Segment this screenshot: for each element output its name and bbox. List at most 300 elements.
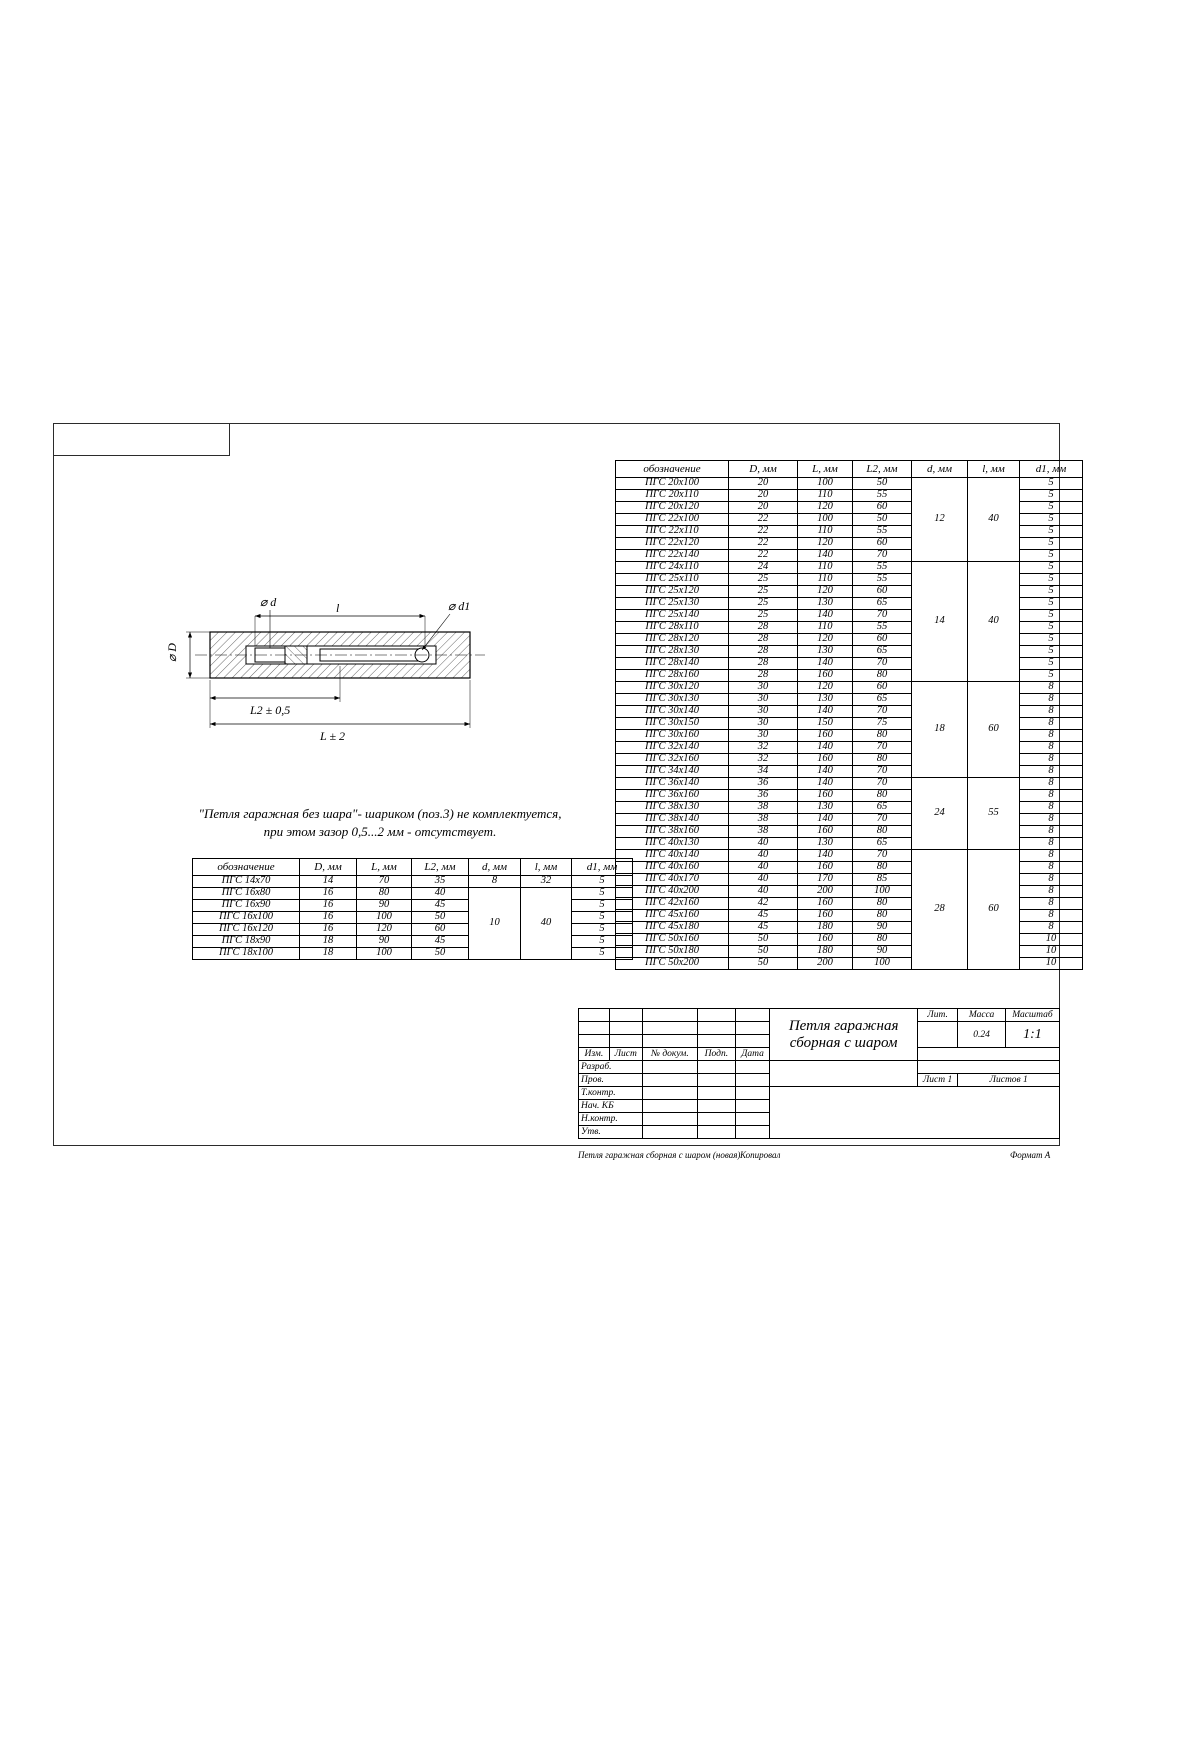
table-cell: 40 [729,862,798,874]
footer-copied-label: Копировал [740,1150,781,1160]
table-cell: ПГС 45х160 [616,910,729,922]
tb-col-docnum: № докум. [642,1048,697,1061]
tb-blank [735,1061,770,1074]
table-row [616,682,1083,694]
tb-blank [579,1035,610,1048]
table-cell: 70 [853,658,912,670]
table-cell: 8 [1020,778,1083,790]
table-cell: 110 [798,574,853,586]
table-cell: 160 [798,826,853,838]
table-cell: 140 [798,658,853,670]
table-cell: 14 [912,562,968,682]
table-cell: 8 [1020,682,1083,694]
table-cell: ПГС 16х120 [193,924,300,936]
tb-blank [609,1022,642,1035]
table-cell: 90 [853,922,912,934]
table-cell: 10 [469,888,521,960]
table-cell: 110 [798,622,853,634]
table-cell: 60 [412,924,469,936]
table-cell: 45 [412,900,469,912]
big-spec-table [615,460,1083,970]
table-cell: 20 [729,478,798,490]
table-cell: 60 [853,538,912,550]
table-cell: 80 [853,670,912,682]
tb-col-izm: Изм. [579,1048,610,1061]
table-cell: 65 [853,838,912,850]
table-cell: ПГС 25х130 [616,598,729,610]
dim-label-l: l [336,601,340,615]
table-row [616,778,1083,790]
table-cell: 45 [412,936,469,948]
table-cell: 65 [853,802,912,814]
table-cell: 160 [798,862,853,874]
table-cell: 8 [1020,922,1083,934]
table-cell: 45 [729,922,798,934]
column-header-5: l, мм [521,859,572,876]
table-cell: 10 [1020,934,1083,946]
table-cell: 8 [1020,826,1083,838]
tb-blank [917,1061,1059,1074]
tb-main-title [770,1009,917,1061]
table-cell: 120 [357,924,412,936]
table-cell: 80 [853,730,912,742]
table-cell: 8 [1020,874,1083,886]
table-cell: ПГС 25х140 [616,610,729,622]
table-cell: ПГС 50х160 [616,934,729,946]
table-cell: ПГС 25х120 [616,586,729,598]
table-cell: 50 [412,912,469,924]
table-cell: 20 [729,502,798,514]
table-cell: ПГС 22х140 [616,550,729,562]
dim-label-d: ⌀ d [260,595,277,609]
table-cell: 150 [798,718,853,730]
tb-blank [642,1009,697,1022]
table-cell: 5 [1020,526,1083,538]
table-cell: ПГС 18х90 [193,936,300,948]
table-cell: 16 [300,900,357,912]
tb-blank [609,1009,642,1022]
table-cell: 28 [729,658,798,670]
table-cell: 80 [853,754,912,766]
table-cell: 16 [300,912,357,924]
table-cell: 38 [729,814,798,826]
table-cell: 40 [412,888,469,900]
tb-blank [697,1035,735,1048]
tb-sheet: Лист 1 [917,1074,958,1087]
table-cell: 8 [1020,862,1083,874]
dim-label-d1: ⌀ d1 [448,599,471,613]
tb-scale-value: 1:1 [1005,1022,1059,1048]
table-cell: 40 [968,562,1020,682]
table-cell: 50 [729,946,798,958]
table-cell: 65 [853,646,912,658]
table-cell: 80 [357,888,412,900]
table-header-row [193,859,633,876]
table-cell: 55 [853,622,912,634]
column-header-0: обозначение [616,461,729,478]
table-cell: 32 [729,742,798,754]
table-cell: ПГС 28х140 [616,658,729,670]
table-cell: 110 [798,526,853,538]
table-cell: ПГС 20х100 [616,478,729,490]
dim-label-D: ⌀ D [165,643,179,662]
table-cell: ПГС 18х100 [193,948,300,960]
table-cell: ПГС 25х110 [616,574,729,586]
top-left-stamp-box [53,423,230,456]
tb-lit-label: Лит. [917,1009,958,1022]
tb-blank [697,1113,735,1126]
tb-blank [735,1126,770,1139]
hinge-svg [160,580,520,780]
tb-blank [697,1022,735,1035]
table-cell: 140 [798,550,853,562]
table-cell: 180 [798,946,853,958]
table-cell: 30 [729,706,798,718]
table-cell: ПГС 36х160 [616,790,729,802]
table-cell: 5 [1020,550,1083,562]
table-cell: 28 [729,634,798,646]
tb-blank [642,1022,697,1035]
table-cell: 70 [357,876,412,888]
table-cell: 30 [729,682,798,694]
table-cell: 22 [729,550,798,562]
table-cell: 12 [912,478,968,562]
table-cell: ПГС 36х140 [616,778,729,790]
tb-mass-value: 0.24 [958,1022,1005,1048]
table-cell: ПГС 30х160 [616,730,729,742]
table-cell: ПГС 40х130 [616,838,729,850]
table-cell: 18 [300,936,357,948]
table-cell: ПГС 28х160 [616,670,729,682]
table-cell: ПГС 14х70 [193,876,300,888]
column-header-1: D, мм [300,859,357,876]
title-line-1: Петля гаражная [788,1017,899,1034]
table-cell: ПГС 40х170 [616,874,729,886]
table-cell: 55 [853,526,912,538]
table-cell: 8 [1020,802,1083,814]
column-header-0: обозначение [193,859,300,876]
table-cell: ПГС 38х140 [616,814,729,826]
table-cell: 60 [853,502,912,514]
table-cell: 5 [1020,574,1083,586]
note-line-1: "Петля гаражная без шара"- шариком (поз.3) не комплектуется, [198,806,562,821]
tb-role-nkontr: Н.контр. [579,1113,643,1126]
table-cell: 80 [853,910,912,922]
table-cell: 22 [729,538,798,550]
table-cell: 38 [729,826,798,838]
table-cell: ПГС 38х160 [616,826,729,838]
table-cell: 40 [729,886,798,898]
table-cell: 140 [798,778,853,790]
table-cell: 30 [729,694,798,706]
tb-col-list: Лист [609,1048,642,1061]
table-row [616,478,1083,490]
tb-role-nachkb: Нач. КБ [579,1100,643,1113]
table-cell: 5 [1020,598,1083,610]
table-cell: 100 [357,948,412,960]
table-cell: 120 [798,634,853,646]
table-cell: 50 [412,948,469,960]
title-block-table [578,1008,1060,1139]
table-cell: 40 [729,838,798,850]
table-cell: 50 [853,478,912,490]
table-cell: 60 [853,682,912,694]
table-cell: 8 [1020,718,1083,730]
tb-blank [609,1035,642,1048]
table-cell: 16 [300,924,357,936]
column-header-3: L2, мм [412,859,469,876]
table-cell: 200 [798,886,853,898]
tb-blank [697,1009,735,1022]
table-cell: 140 [798,610,853,622]
table-cell: 30 [729,730,798,742]
table-cell: 55 [968,778,1020,850]
table-cell: 70 [853,850,912,862]
tb-title-spacer [770,1061,917,1087]
table-cell: 80 [853,790,912,802]
table-cell: 60 [968,850,1020,970]
column-header-1: D, мм [729,461,798,478]
table-cell: 32 [729,754,798,766]
table-cell: 70 [853,766,912,778]
table-cell: 120 [798,682,853,694]
table-cell: 5 [572,924,633,936]
table-cell: 5 [1020,562,1083,574]
table-cell: 60 [968,682,1020,778]
table-cell: 55 [853,574,912,586]
table-cell: 100 [798,514,853,526]
table-cell: 38 [729,802,798,814]
table-cell: 45 [729,910,798,922]
table-cell: 8 [1020,850,1083,862]
tb-blank [642,1074,697,1087]
dim-label-L2: L2 ± 0,5 [250,703,291,717]
table-cell: 40 [521,888,572,960]
table-cell: 5 [1020,646,1083,658]
table-cell: 100 [853,958,912,970]
table-cell: 70 [853,742,912,754]
table-cell: 36 [729,778,798,790]
tb-blank [697,1126,735,1139]
table-cell: 8 [1020,898,1083,910]
small-spec-table [192,858,633,960]
table-cell: 140 [798,814,853,826]
table-cell: 5 [1020,670,1083,682]
table-cell: ПГС 40х140 [616,850,729,862]
note-text [170,805,590,840]
table-cell: 8 [1020,838,1083,850]
table-cell: 28 [729,670,798,682]
table-cell: 5 [1020,538,1083,550]
table-cell: ПГС 24х110 [616,562,729,574]
table-cell: 120 [798,502,853,514]
table-cell: 180 [798,922,853,934]
table-cell: 70 [853,610,912,622]
table-cell: 160 [798,934,853,946]
table-cell: ПГС 22х110 [616,526,729,538]
table-cell: 25 [729,574,798,586]
table-cell: 8 [1020,766,1083,778]
table-cell: 70 [853,550,912,562]
note-line-2: при этом зазор 0,5...2 мм - отсутствует. [263,823,497,839]
table-cell: 25 [729,586,798,598]
table-cell: ПГС 40х200 [616,886,729,898]
table-cell: 85 [853,874,912,886]
table-cell: 60 [853,586,912,598]
table-cell: 200 [798,958,853,970]
table-row [616,562,1083,574]
table-cell: 5 [572,900,633,912]
title-block [578,1008,1060,1148]
table-cell: 5 [1020,490,1083,502]
tb-role-razrab: Разраб. [579,1061,643,1074]
table-cell: 8 [1020,706,1083,718]
table-cell: 8 [1020,790,1083,802]
table-cell: ПГС 28х130 [616,646,729,658]
tb-blank [642,1113,697,1126]
tb-role-tkontr: Т.контр. [579,1087,643,1100]
table-cell: 65 [853,694,912,706]
table-cell: ПГС 50х180 [616,946,729,958]
tb-blank [697,1061,735,1074]
tb-blank [697,1100,735,1113]
table-cell: 50 [853,514,912,526]
tb-lit-value [917,1022,958,1048]
tb-blank [770,1087,1060,1139]
table-cell: 110 [798,490,853,502]
table-cell: 5 [1020,610,1083,622]
table-cell: 8 [1020,910,1083,922]
tb-role-utv: Утв. [579,1126,643,1139]
table-cell: 28 [729,622,798,634]
table-cell: 55 [853,490,912,502]
table-cell: 65 [853,598,912,610]
table-cell: 130 [798,694,853,706]
column-header-5: l, мм [968,461,1020,478]
table-row [193,888,633,900]
column-header-6: d1, мм [572,859,633,876]
table-cell: 40 [729,874,798,886]
table-cell: 55 [853,562,912,574]
table-cell: 8 [1020,730,1083,742]
tb-blank [642,1100,697,1113]
table-cell: 70 [853,814,912,826]
table-cell: ПГС 30х120 [616,682,729,694]
table-cell: ПГС 45х180 [616,922,729,934]
table-cell: 40 [968,478,1020,562]
table-cell: 25 [729,610,798,622]
table-cell: ПГС 22х120 [616,538,729,550]
table-cell: 8 [469,876,521,888]
table-cell: 5 [572,888,633,900]
table-cell: 140 [798,742,853,754]
table-cell: 22 [729,526,798,538]
table-cell: 130 [798,802,853,814]
tb-blank [735,1022,770,1035]
tb-mass-label: Масса [958,1009,1005,1022]
table-cell: 28 [729,646,798,658]
table-cell: 100 [853,886,912,898]
table-cell: ПГС 30х130 [616,694,729,706]
table-cell: 5 [572,912,633,924]
table-cell: ПГС 50х200 [616,958,729,970]
table-cell: 70 [853,778,912,790]
table-cell: 160 [798,790,853,802]
table-cell: 5 [1020,478,1083,490]
table-cell: 24 [729,562,798,574]
table-cell: ПГС 40х160 [616,862,729,874]
table-cell: 16 [300,888,357,900]
table-row [193,876,633,888]
table-cell: 20 [729,490,798,502]
table-cell: 22 [729,514,798,526]
table-cell: 100 [798,478,853,490]
table-cell: 28 [912,850,968,970]
table-cell: ПГС 38х130 [616,802,729,814]
tb-blank [642,1061,697,1074]
table-cell: ПГС 42х160 [616,898,729,910]
column-header-2: L, мм [357,859,412,876]
table-cell: 40 [729,850,798,862]
table-cell: 5 [572,948,633,960]
table-cell: 32 [521,876,572,888]
tb-blank [735,1035,770,1048]
table-cell: 8 [1020,742,1083,754]
footer-format-label: Формат А [1010,1150,1051,1160]
table-cell: ПГС 30х150 [616,718,729,730]
table-cell: 160 [798,910,853,922]
tb-blank [697,1074,735,1087]
table-cell: 8 [1020,886,1083,898]
table-cell: 8 [1020,814,1083,826]
table-cell: 80 [853,862,912,874]
tb-blank [735,1087,770,1100]
tb-blank [735,1009,770,1022]
table-cell: 5 [1020,658,1083,670]
column-header-6: d1, мм [1020,461,1083,478]
table-cell: ПГС 16х100 [193,912,300,924]
table-cell: 5 [572,936,633,948]
table-cell: 18 [912,682,968,778]
hinge-section-drawing [160,580,520,785]
tb-blank [735,1100,770,1113]
table-cell: ПГС 28х120 [616,634,729,646]
tb-sheets: Листов 1 [958,1074,1060,1087]
table-cell: 42 [729,898,798,910]
table-cell: 90 [853,946,912,958]
big-table-body [616,478,1083,970]
table-cell: 8 [1020,754,1083,766]
tb-blank [642,1087,697,1100]
table-cell: 80 [853,898,912,910]
table-cell: ПГС 32х140 [616,742,729,754]
table-cell: 14 [300,876,357,888]
small-table-body [193,876,633,960]
table-cell: 5 [1020,502,1083,514]
table-cell: 60 [853,634,912,646]
table-cell: 5 [1020,586,1083,598]
table-cell: 5 [1020,634,1083,646]
table-cell: 25 [729,598,798,610]
tb-blank [579,1009,610,1022]
table-cell: 75 [853,718,912,730]
tb-blank [642,1126,697,1139]
table-cell: ПГС 30х140 [616,706,729,718]
table-cell: 110 [798,562,853,574]
tb-blank [735,1074,770,1087]
table-cell: 120 [798,538,853,550]
table-cell: ПГС 32х160 [616,754,729,766]
